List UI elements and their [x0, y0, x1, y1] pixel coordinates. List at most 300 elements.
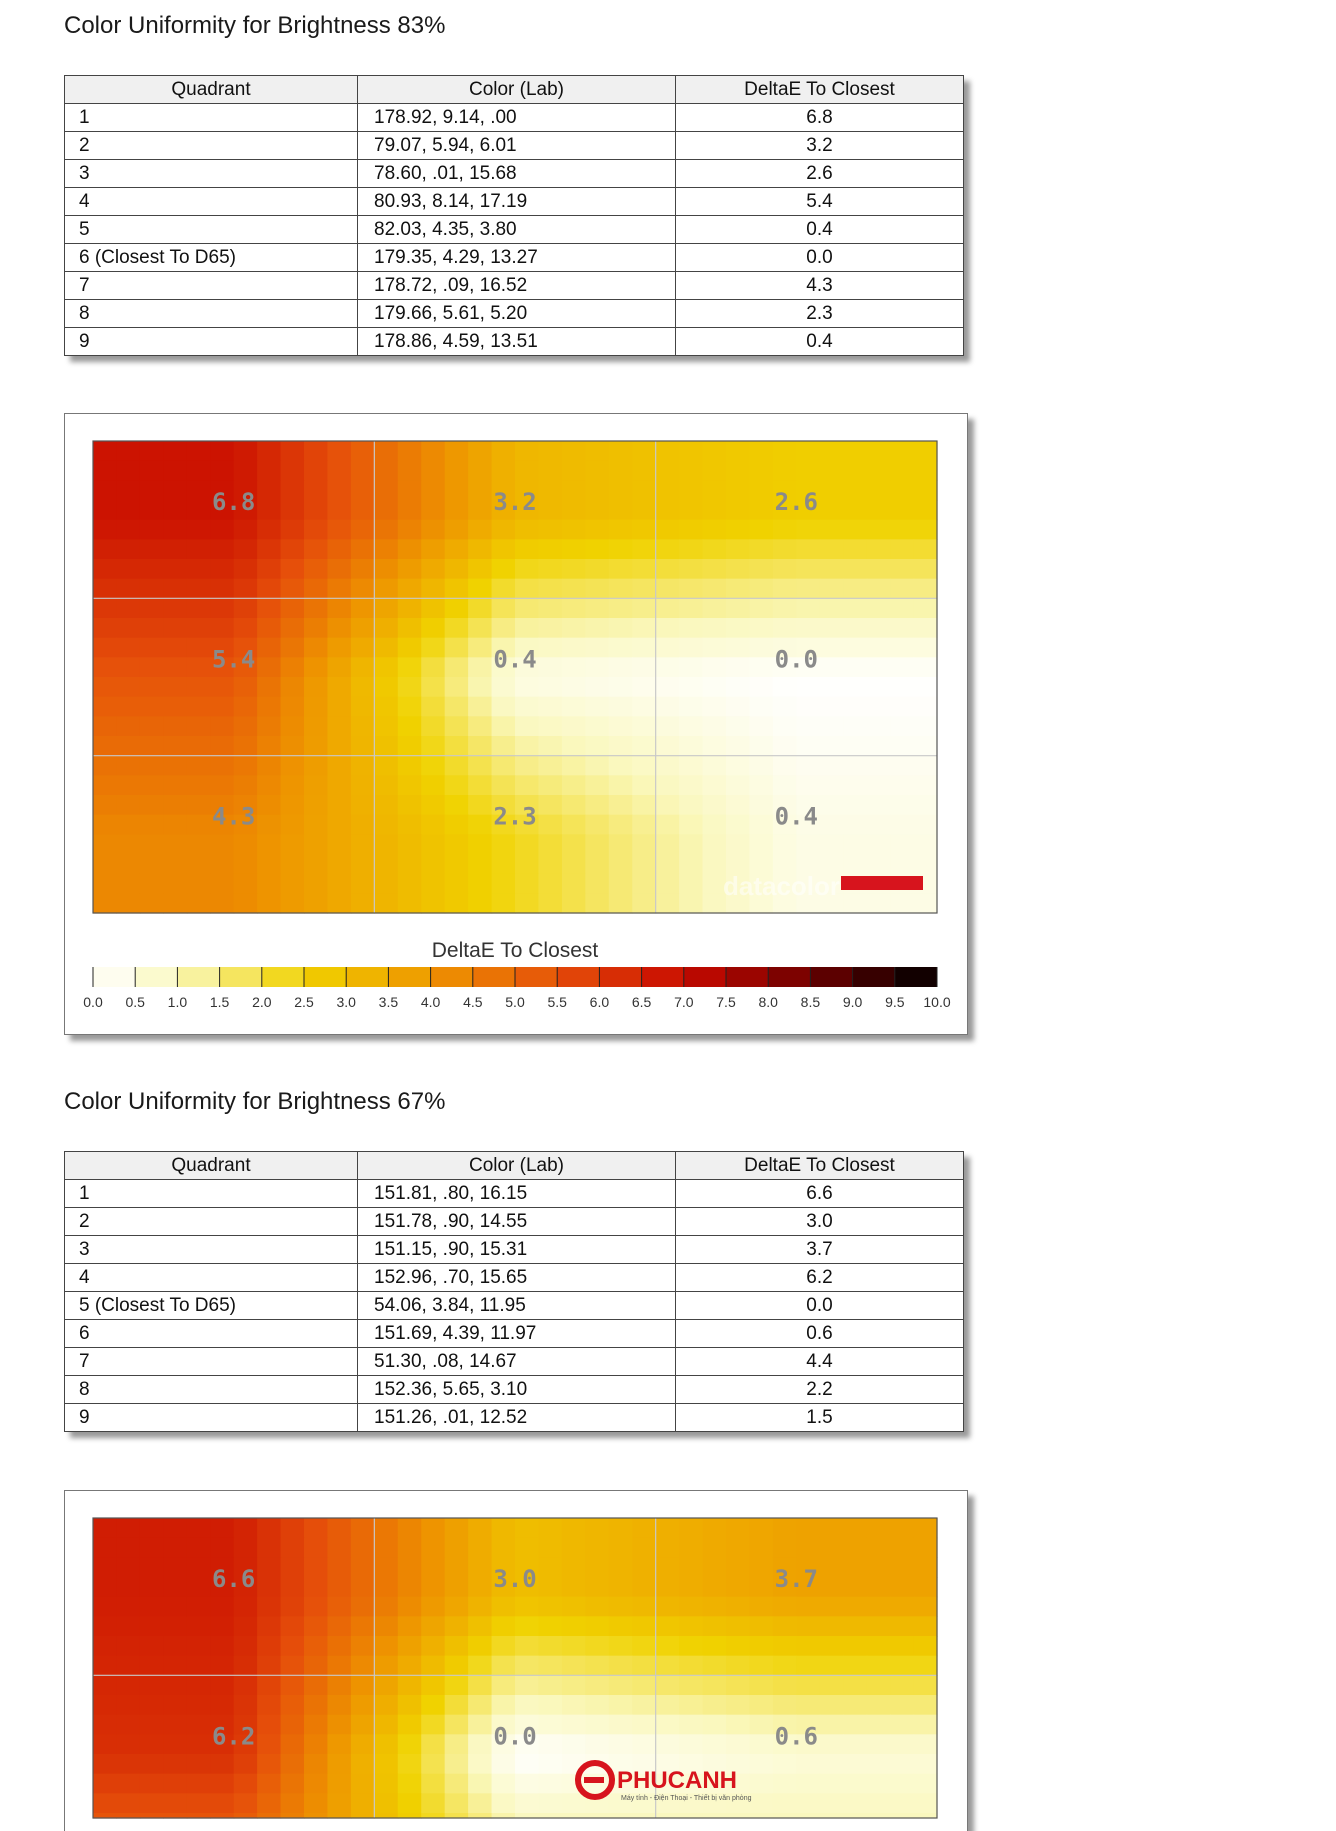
quadrant-cell: 8 [65, 300, 358, 328]
heat-cell [585, 1538, 609, 1558]
heat-cell [93, 500, 117, 520]
header-deltae: DeltaE To Closest [676, 1152, 964, 1180]
color-lab-cell: 178.92, 9.14, .00 [358, 104, 676, 132]
heat-cell [116, 1656, 140, 1676]
heat-cell [914, 657, 938, 677]
heat-cell [398, 775, 422, 795]
heat-cell [468, 834, 492, 854]
heat-cell [515, 461, 539, 481]
heat-cell [234, 893, 258, 913]
heat-cell [492, 1538, 516, 1558]
heat-cell [93, 579, 117, 599]
heat-cell [374, 1616, 398, 1636]
heat-cell [867, 1597, 891, 1617]
heat-cell [304, 1557, 328, 1577]
heat-cell [609, 441, 633, 461]
heat-cell [93, 1577, 117, 1597]
heat-cell [210, 598, 234, 618]
heat-cell [679, 854, 703, 874]
heat-cell [515, 1656, 539, 1676]
heat-cell [116, 834, 140, 854]
heat-cell [140, 1616, 164, 1636]
cell-value-label: 5.4 [211, 645, 256, 674]
heat-cell [609, 559, 633, 579]
heat-cell [210, 559, 234, 579]
heat-cell [93, 1518, 117, 1538]
heat-cell [398, 1754, 422, 1774]
heat-cell [726, 520, 750, 540]
heat-cell [538, 1538, 562, 1558]
heat-cell [304, 1695, 328, 1715]
heat-cell [679, 618, 703, 638]
heat-cell [749, 815, 773, 835]
heat-cell [398, 480, 422, 500]
heat-cell [867, 539, 891, 559]
heat-cell [187, 618, 211, 638]
heat-cell [562, 539, 586, 559]
heat-cell [116, 815, 140, 835]
heat-cell [703, 657, 727, 677]
heat-cell [492, 520, 516, 540]
heat-cell [796, 1754, 820, 1774]
heat-cell [304, 500, 328, 520]
heat-cell [234, 716, 258, 736]
heat-cell [867, 1616, 891, 1636]
heat-cell [726, 500, 750, 520]
heat-cell [116, 893, 140, 913]
heat-cell [703, 461, 727, 481]
heat-cell [398, 736, 422, 756]
heat-cell [492, 677, 516, 697]
heat-cell [281, 520, 305, 540]
quadrant-cell: 9 [65, 328, 358, 356]
quadrant-cell: 3 [65, 160, 358, 188]
colorbar-tick-label: 4.0 [420, 994, 441, 1010]
heat-cell [210, 893, 234, 913]
heat-cell [820, 716, 844, 736]
heat-cell [140, 559, 164, 579]
heat-cell [609, 756, 633, 776]
heat-cell [703, 638, 727, 658]
heat-cell [234, 1597, 258, 1617]
heat-cell [468, 1734, 492, 1754]
heat-cell [210, 716, 234, 736]
heat-cell [609, 598, 633, 618]
heat-cell [492, 579, 516, 599]
heat-cell [281, 500, 305, 520]
heat-cell [257, 579, 281, 599]
heat-cell [421, 1715, 445, 1735]
heat-cell [140, 677, 164, 697]
colorbar-tick-label: 8.5 [800, 994, 821, 1010]
heat-cell [538, 874, 562, 894]
heat-cell [679, 500, 703, 520]
heat-cell [726, 1715, 750, 1735]
heat-cell [281, 1656, 305, 1676]
heat-cell [210, 1538, 234, 1558]
heat-cell [257, 1656, 281, 1676]
heat-cell [492, 598, 516, 618]
heat-cell [374, 1715, 398, 1735]
heat-cell [468, 756, 492, 776]
heat-cell [210, 1656, 234, 1676]
cell-value-label: 0.4 [774, 802, 819, 831]
heat-cell [609, 795, 633, 815]
heat-cell [327, 520, 351, 540]
heat-cell [632, 1695, 656, 1715]
heat-cell [585, 1675, 609, 1695]
heat-cell [726, 795, 750, 815]
heat-cell [538, 716, 562, 736]
heat-cell [538, 1656, 562, 1676]
heatmap-svg-83 [65, 414, 967, 1034]
heat-cell [398, 1597, 422, 1617]
heat-cell [140, 1538, 164, 1558]
heat-cell [656, 520, 680, 540]
heat-cell [914, 756, 938, 776]
heat-cell [632, 1557, 656, 1577]
deltae-cell: 4.4 [676, 1348, 964, 1376]
heat-cell [116, 441, 140, 461]
heat-cell [656, 795, 680, 815]
heat-cell [843, 834, 867, 854]
heat-cell [562, 874, 586, 894]
heat-cell [163, 539, 187, 559]
heat-cell [726, 1557, 750, 1577]
heat-cell [679, 1656, 703, 1676]
heat-cell [656, 716, 680, 736]
heat-cell [492, 834, 516, 854]
heat-cell [116, 598, 140, 618]
heat-cell [796, 677, 820, 697]
heat-cell [914, 736, 938, 756]
heat-cell [445, 1597, 469, 1617]
heat-cell [538, 1754, 562, 1774]
heat-cell [679, 893, 703, 913]
heat-cell [187, 874, 211, 894]
heat-cell [726, 1656, 750, 1676]
heat-cell [703, 1734, 727, 1754]
heat-cell [187, 1636, 211, 1656]
heat-cell [398, 657, 422, 677]
heat-cell [562, 1616, 586, 1636]
heat-cell [609, 815, 633, 835]
heat-cell [351, 1577, 375, 1597]
heat-cell [421, 1616, 445, 1636]
heat-cell [281, 893, 305, 913]
heat-cell [585, 1518, 609, 1538]
table-row [65, 1404, 964, 1432]
heat-cell [468, 1597, 492, 1617]
heat-cell [187, 441, 211, 461]
heat-cell [749, 598, 773, 618]
heat-cell [327, 1675, 351, 1695]
heat-cell [421, 756, 445, 776]
heat-cell [585, 500, 609, 520]
heat-cell [351, 1675, 375, 1695]
heat-cell [468, 500, 492, 520]
heat-cell [679, 1616, 703, 1636]
heat-cell [257, 1675, 281, 1695]
heat-cell [749, 736, 773, 756]
heat-cell [515, 539, 539, 559]
heat-cell [890, 520, 914, 540]
colorbar-segment [599, 967, 642, 987]
heat-cell [632, 598, 656, 618]
quadrant-cell: 6 (Closest To D65) [65, 244, 358, 272]
colorbar-tick-label: 9.0 [842, 994, 863, 1010]
heat-cell [562, 1636, 586, 1656]
heat-cell [679, 461, 703, 481]
heat-cell [492, 1695, 516, 1715]
heat-cell [914, 1557, 938, 1577]
heat-cell [210, 697, 234, 717]
heat-cell [398, 1518, 422, 1538]
heat-cell [468, 736, 492, 756]
heat-cell [421, 1754, 445, 1774]
deltae-cell: 0.0 [676, 1292, 964, 1320]
heat-cell [867, 520, 891, 540]
heat-cell [632, 677, 656, 697]
heat-cell [679, 834, 703, 854]
heat-cell [609, 1675, 633, 1695]
heat-cell [445, 1675, 469, 1695]
heat-cell [398, 1538, 422, 1558]
heat-cell [609, 716, 633, 736]
heat-cell [632, 874, 656, 894]
heat-cell [538, 1557, 562, 1577]
heat-cell [327, 1577, 351, 1597]
heat-cell [210, 756, 234, 776]
heat-cell [257, 795, 281, 815]
heat-cell [867, 441, 891, 461]
color-lab-cell: 54.06, 3.84, 11.95 [358, 1292, 676, 1320]
heat-cell [867, 677, 891, 697]
heat-cell [656, 539, 680, 559]
heat-cell [726, 1695, 750, 1715]
heat-cell [281, 1715, 305, 1735]
heat-cell [538, 520, 562, 540]
heat-cell [820, 1538, 844, 1558]
heat-cell [304, 775, 328, 795]
deltae-cell: 2.6 [676, 160, 964, 188]
heat-cell [726, 716, 750, 736]
heat-cell [679, 815, 703, 835]
heat-cell [445, 736, 469, 756]
heat-cell [538, 480, 562, 500]
heat-cell [421, 1577, 445, 1597]
heat-cell [445, 1774, 469, 1794]
heat-cell [304, 441, 328, 461]
heat-cell [116, 1675, 140, 1695]
heat-cell [843, 815, 867, 835]
heat-cell [585, 480, 609, 500]
heat-cell [116, 618, 140, 638]
heat-cell [679, 716, 703, 736]
heat-cell [398, 598, 422, 618]
heat-cell [585, 795, 609, 815]
heat-cell [890, 618, 914, 638]
heat-cell [327, 598, 351, 618]
heat-cell [374, 716, 398, 736]
heat-cell [773, 559, 797, 579]
heat-cell [585, 441, 609, 461]
heat-cell [749, 559, 773, 579]
heat-cell [538, 1774, 562, 1794]
heat-cell [445, 854, 469, 874]
heat-cell [187, 815, 211, 835]
heat-cell [749, 697, 773, 717]
heat-cell [562, 598, 586, 618]
heat-cell [679, 795, 703, 815]
heat-cell [210, 1774, 234, 1794]
heat-cell [257, 736, 281, 756]
heat-cell [468, 1656, 492, 1676]
cell-value-label: 2.6 [774, 488, 819, 516]
heat-cell [515, 1774, 539, 1794]
heat-cell [538, 1793, 562, 1813]
heat-cell [257, 520, 281, 540]
heat-cell [867, 1793, 891, 1813]
heat-cell [257, 815, 281, 835]
deltae-cell: 3.0 [676, 1208, 964, 1236]
heat-cell [468, 1538, 492, 1558]
uniformity-table-67 [64, 1151, 964, 1432]
heat-cell [163, 520, 187, 540]
heat-cell [632, 579, 656, 599]
heat-cell [351, 638, 375, 658]
heat-cell [421, 1695, 445, 1715]
heat-cell [515, 1538, 539, 1558]
heat-cell [679, 1577, 703, 1597]
heat-cell [538, 1597, 562, 1617]
heat-cell [445, 618, 469, 638]
cell-value-label: 0.0 [493, 1722, 537, 1751]
heat-cell [703, 677, 727, 697]
heat-cell [421, 677, 445, 697]
heat-cell [656, 1675, 680, 1695]
heat-cell [843, 441, 867, 461]
heat-cell [116, 736, 140, 756]
heat-cell [374, 874, 398, 894]
heat-cell [421, 539, 445, 559]
colorbar-tick-label: 6.5 [631, 994, 652, 1010]
heat-cell [679, 1518, 703, 1538]
heat-cell [445, 441, 469, 461]
heat-cell [492, 461, 516, 481]
heat-cell [726, 1577, 750, 1597]
heat-cell [749, 638, 773, 658]
heat-cell [234, 756, 258, 776]
heatmap-plot [93, 441, 938, 914]
heatmap-svg-67 [65, 1491, 967, 1821]
heat-cell [140, 874, 164, 894]
heat-cell [632, 697, 656, 717]
colorbar-segment [895, 967, 938, 987]
heat-cell [374, 500, 398, 520]
heat-cell [210, 1636, 234, 1656]
heat-cell [726, 815, 750, 835]
heat-cell [374, 461, 398, 481]
heat-cell [398, 539, 422, 559]
heat-cell [890, 756, 914, 776]
heat-cell [187, 638, 211, 658]
heat-cell [562, 559, 586, 579]
heat-cell [351, 1754, 375, 1774]
heat-cell [187, 1518, 211, 1538]
heat-cell [421, 697, 445, 717]
heat-cell [914, 1774, 938, 1794]
heat-cell [398, 1774, 422, 1794]
heat-cell [398, 461, 422, 481]
heat-cell [890, 441, 914, 461]
heat-cell [726, 834, 750, 854]
heat-cell [116, 461, 140, 481]
heat-cell [468, 461, 492, 481]
heat-cell [398, 579, 422, 599]
heat-cell [445, 539, 469, 559]
heat-cell [163, 1616, 187, 1636]
heat-cell [656, 1557, 680, 1577]
heat-cell [163, 795, 187, 815]
colorbar-tick-label: 4.5 [463, 994, 483, 1010]
heat-cell [609, 1518, 633, 1538]
heat-cell [890, 815, 914, 835]
heat-cell [234, 1754, 258, 1774]
heat-cell [210, 579, 234, 599]
heat-cell [609, 480, 633, 500]
heat-cell [632, 716, 656, 736]
heat-cell [304, 579, 328, 599]
heat-cell [703, 441, 727, 461]
heat-cell [257, 697, 281, 717]
heat-cell [585, 598, 609, 618]
heat-cell [351, 579, 375, 599]
quadrant-cell: 1 [65, 1180, 358, 1208]
heat-cell [843, 1656, 867, 1676]
heat-cell [374, 775, 398, 795]
heat-cell [163, 461, 187, 481]
heat-cell [820, 1754, 844, 1774]
heat-cell [515, 1636, 539, 1656]
heat-cell [703, 1616, 727, 1636]
heat-cell [867, 657, 891, 677]
heat-cell [492, 1774, 516, 1794]
colorbar-segment [388, 967, 431, 987]
heat-cell [749, 1538, 773, 1558]
heat-cell [351, 1636, 375, 1656]
heat-cell [492, 893, 516, 913]
heat-cell [116, 1754, 140, 1774]
heat-cell [140, 1675, 164, 1695]
heat-cell [726, 480, 750, 500]
heat-cell [93, 736, 117, 756]
heat-cell [515, 579, 539, 599]
heat-cell [93, 1616, 117, 1636]
color-lab-cell: 151.26, .01, 12.52 [358, 1404, 676, 1432]
heat-cell [492, 775, 516, 795]
heat-cell [820, 775, 844, 795]
heat-cell [327, 1636, 351, 1656]
heat-cell [187, 893, 211, 913]
heat-cell [257, 1774, 281, 1794]
heat-cell [749, 1734, 773, 1754]
heat-cell [820, 618, 844, 638]
heat-cell [773, 1754, 797, 1774]
heat-cell [749, 677, 773, 697]
heat-cell [726, 1518, 750, 1538]
heat-cell [890, 638, 914, 658]
